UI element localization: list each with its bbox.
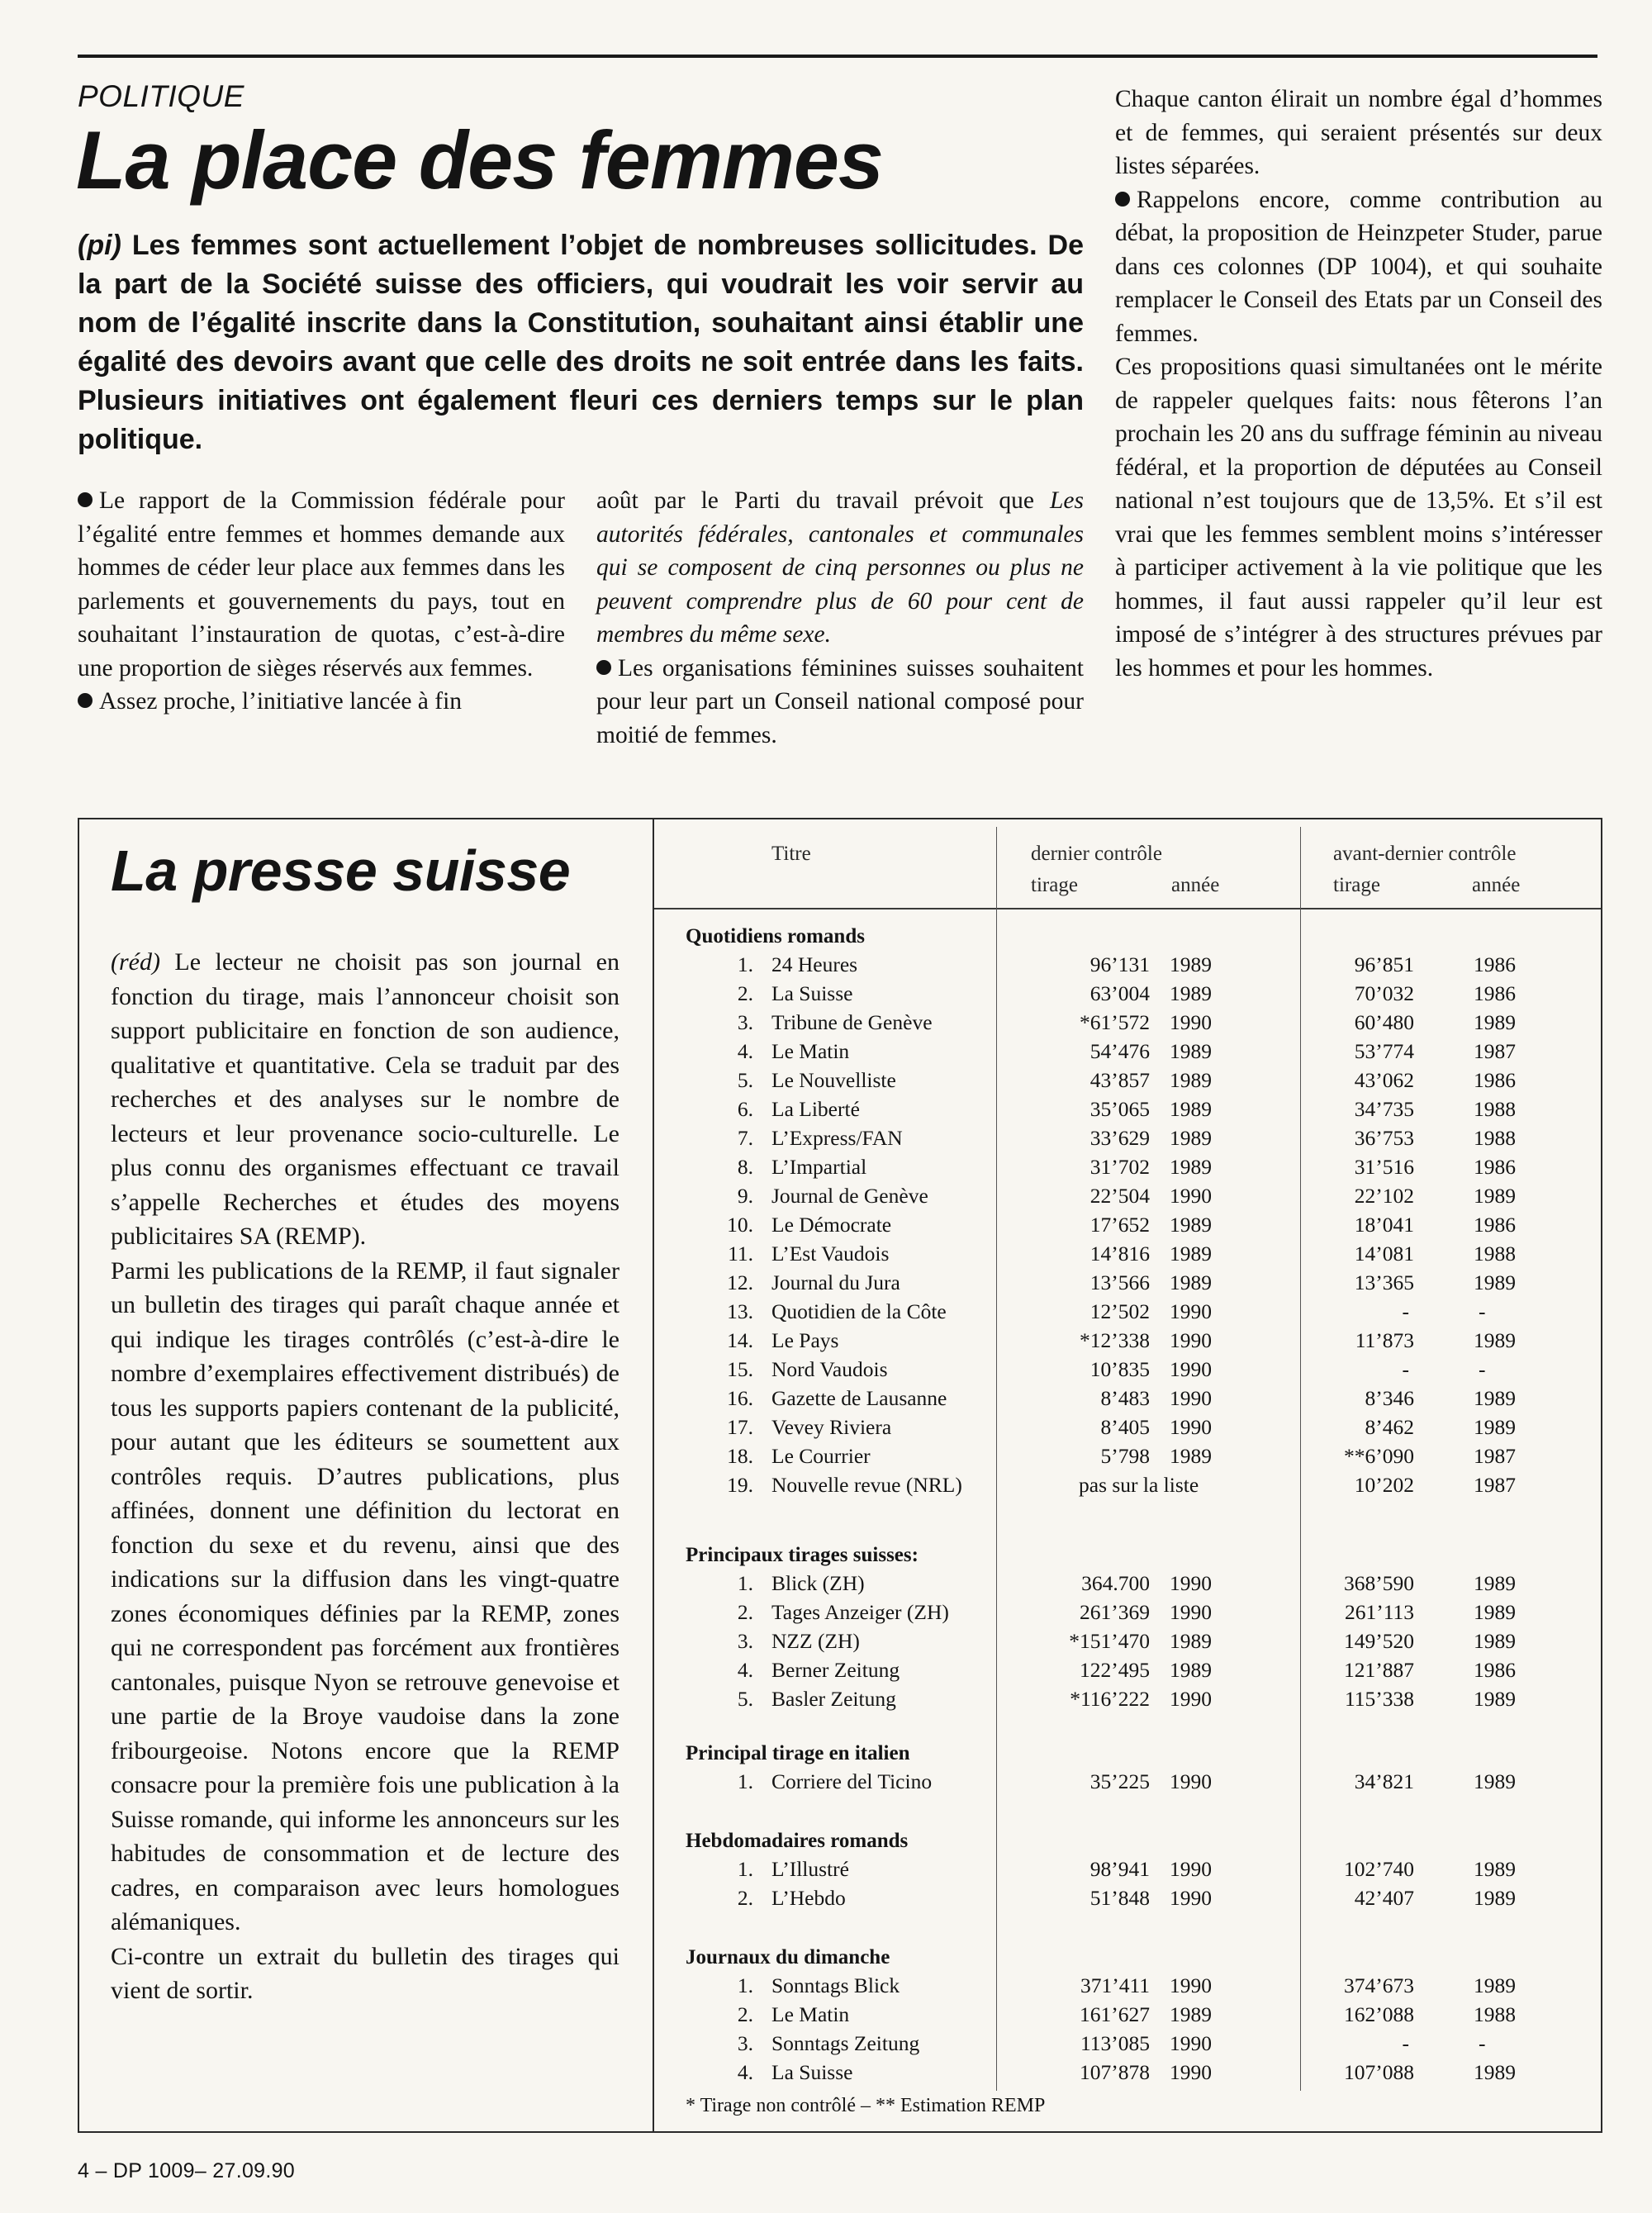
row-number: 16. bbox=[727, 1386, 753, 1410]
article-column-1 bbox=[78, 484, 565, 719]
row-prev-circulation: 43’062 bbox=[1354, 1068, 1414, 1092]
row-last-circulation: 33’629 bbox=[1089, 1126, 1150, 1150]
row-title: L’Impartial bbox=[771, 1155, 867, 1179]
row-prev-circulation: 14’081 bbox=[1354, 1242, 1414, 1266]
row-last-year: 1989 bbox=[1170, 2002, 1212, 2026]
row-title: Vevey Riviera bbox=[771, 1415, 892, 1439]
row-prev-year: - bbox=[1479, 1299, 1486, 1323]
box-tag: (réd) bbox=[111, 948, 160, 976]
row-number: 1. bbox=[737, 1857, 753, 1881]
row-last-circulation: 13’566 bbox=[1089, 1270, 1150, 1294]
row-last-year: 1989 bbox=[1170, 1444, 1212, 1468]
row-last-year: 1990 bbox=[1170, 1184, 1212, 1208]
table-group-heading: Principaux tirages suisses: bbox=[686, 1544, 919, 1566]
header-avant-tirage: tirage bbox=[1333, 874, 1380, 896]
table-row bbox=[654, 1213, 1601, 1242]
row-last-circulation: 63’004 bbox=[1089, 981, 1150, 1005]
row-prev-year: 1989 bbox=[1474, 1769, 1516, 1793]
box-paragraph-3: Ci-contre un extrait du bulletin des tirages qui vient de sortir. bbox=[111, 1942, 620, 2004]
table-group-heading: Quotidiens romands bbox=[686, 925, 865, 947]
row-title: NZZ (ZH) bbox=[771, 1629, 860, 1653]
row-last-circulation: 113’085 bbox=[1080, 2031, 1150, 2055]
row-last-year: 1989 bbox=[1170, 1068, 1212, 1092]
row-number: 3. bbox=[737, 1629, 753, 1653]
row-last-circulation: 161’627 bbox=[1080, 2002, 1150, 2026]
row-prev-circulation: 10’202 bbox=[1354, 1473, 1414, 1497]
row-prev-year: - bbox=[1479, 2031, 1486, 2055]
bullet-icon bbox=[596, 660, 611, 675]
row-last-year: 1990 bbox=[1170, 1386, 1212, 1410]
row-last-circulation: 10’835 bbox=[1089, 1357, 1150, 1381]
row-prev-circulation: - bbox=[1402, 1299, 1409, 1323]
header-dernier-annee: année bbox=[1171, 874, 1220, 896]
col2-quote: Les autorités fédérales, cantonales et communales qui se composent de cinq personnes ou plus ne peuvent comprendre plus de 60 pour cent de membres du même sexe. bbox=[596, 487, 1084, 648]
row-title: L’Hebdo bbox=[771, 1886, 846, 1910]
article-title: La place des femmes bbox=[76, 114, 883, 206]
row-title: Journal de Genève bbox=[771, 1184, 928, 1208]
table-row bbox=[654, 1357, 1601, 1386]
table-row bbox=[654, 1386, 1601, 1415]
bullet-icon bbox=[78, 492, 93, 507]
row-last-circulation: *12’338 bbox=[1080, 1328, 1150, 1352]
row-prev-circulation: - bbox=[1402, 2031, 1409, 2055]
table-row bbox=[654, 1769, 1601, 1798]
box-text bbox=[111, 945, 620, 2008]
row-prev-year: 1989 bbox=[1474, 1386, 1516, 1410]
col1-paragraph-2: Assez proche, l’initiative lancée à fin bbox=[99, 688, 463, 715]
row-prev-circulation: 13’365 bbox=[1354, 1270, 1414, 1294]
row-prev-circulation: **6’090 bbox=[1344, 1444, 1414, 1468]
article-column-3 bbox=[1115, 83, 1602, 685]
row-last-year: 1990 bbox=[1170, 1687, 1212, 1711]
row-prev-year: 1986 bbox=[1474, 981, 1516, 1005]
table-group-heading: Principal tirage en italien bbox=[686, 1742, 910, 1764]
row-last-circulation: 98’941 bbox=[1089, 1857, 1150, 1881]
header-dernier-tirage: tirage bbox=[1031, 874, 1078, 896]
table-row bbox=[654, 1687, 1601, 1716]
row-title: Sonntags Zeitung bbox=[771, 2031, 920, 2055]
col3-paragraph-3: Ces propositions quasi simultanées ont le mérite de rappeler quelques faits: nous fêterons l’an prochain les 20 ans du suffrage féminin au niveau fédéral, et la proportion de députées au Conseil national n’est toujours que de 13,5%. Et s’il est vrai que les femmes semblent moins s’intéresser à participer activement à la vie politique que les hommes, il faut aussi rappeler qu’il leur est imposé de s’intégrer à des structures prévues par les hommes et pour les hommes. bbox=[1115, 354, 1602, 681]
row-prev-circulation: 8’346 bbox=[1365, 1386, 1414, 1410]
row-prev-circulation: 121’887 bbox=[1344, 1658, 1414, 1682]
table-row bbox=[654, 1299, 1601, 1328]
row-prev-circulation: 36’753 bbox=[1354, 1126, 1414, 1150]
table-row bbox=[654, 1126, 1601, 1155]
row-number: 2. bbox=[737, 1886, 753, 1910]
table-row bbox=[654, 1242, 1601, 1270]
row-title: Le Démocrate bbox=[771, 1213, 892, 1237]
table-row bbox=[654, 1328, 1601, 1357]
row-last-circulation: pas sur la liste bbox=[1079, 1473, 1199, 1497]
row-prev-year: 1989 bbox=[1474, 1886, 1516, 1910]
row-last-circulation: 54’476 bbox=[1089, 1039, 1150, 1063]
row-number: 7. bbox=[737, 1126, 753, 1150]
row-title: La Suisse bbox=[771, 981, 853, 1005]
row-prev-circulation: 115’338 bbox=[1344, 1687, 1414, 1711]
table-group-heading: Hebdomadaires romands bbox=[686, 1830, 909, 1852]
row-last-circulation: 364.700 bbox=[1081, 1571, 1150, 1595]
row-title: Quotidien de la Côte bbox=[771, 1299, 947, 1323]
row-prev-year: 1988 bbox=[1474, 1097, 1516, 1121]
row-number: 2. bbox=[737, 981, 753, 1005]
table-row bbox=[654, 1571, 1601, 1600]
row-last-year: 1989 bbox=[1170, 1213, 1212, 1237]
row-title: La Suisse bbox=[771, 2060, 853, 2084]
row-number: 2. bbox=[737, 2002, 753, 2026]
row-last-circulation: 43’857 bbox=[1089, 1068, 1150, 1092]
row-number: 15. bbox=[727, 1357, 753, 1381]
table-header-rule bbox=[654, 908, 1601, 909]
row-prev-circulation: 261’113 bbox=[1344, 1600, 1414, 1624]
row-last-year: 1989 bbox=[1170, 1242, 1212, 1266]
row-title: Journal du Jura bbox=[771, 1270, 900, 1294]
row-prev-year: - bbox=[1479, 1357, 1486, 1381]
row-title: Gazette de Lausanne bbox=[771, 1386, 947, 1410]
header-titre: Titre bbox=[771, 843, 811, 865]
row-last-year: 1990 bbox=[1170, 1857, 1212, 1881]
row-prev-year: 1989 bbox=[1474, 1328, 1516, 1352]
row-number: 5. bbox=[737, 1687, 753, 1711]
row-prev-year: 1986 bbox=[1474, 952, 1516, 976]
table-row bbox=[654, 1973, 1601, 2002]
row-number: 17. bbox=[727, 1415, 753, 1439]
row-number: 1. bbox=[737, 1769, 753, 1793]
row-prev-year: 1986 bbox=[1474, 1155, 1516, 1179]
row-prev-year: 1989 bbox=[1474, 1600, 1516, 1624]
row-prev-circulation: 22’102 bbox=[1354, 1184, 1414, 1208]
table-row bbox=[654, 1270, 1601, 1299]
row-last-circulation: *151’470 bbox=[1069, 1629, 1150, 1653]
row-last-circulation: 31’702 bbox=[1089, 1155, 1150, 1179]
header-avant-annee: année bbox=[1472, 874, 1521, 896]
row-number: 19. bbox=[727, 1473, 753, 1497]
row-prev-year: 1988 bbox=[1474, 2002, 1516, 2026]
row-prev-circulation: 8’462 bbox=[1365, 1415, 1414, 1439]
table-row bbox=[654, 2060, 1601, 2089]
row-prev-circulation: 162’088 bbox=[1344, 2002, 1414, 2026]
row-last-year: 1990 bbox=[1170, 1010, 1212, 1034]
box-title: La presse suisse bbox=[111, 838, 571, 903]
header-avant: avant-dernier contrôle bbox=[1333, 843, 1517, 865]
row-last-year: 1990 bbox=[1170, 1600, 1212, 1624]
table-row bbox=[654, 1010, 1601, 1039]
row-last-year: 1990 bbox=[1170, 1769, 1212, 1793]
table-row bbox=[654, 1600, 1601, 1629]
row-last-year: 1989 bbox=[1170, 1270, 1212, 1294]
row-prev-circulation: 42’407 bbox=[1354, 1886, 1414, 1910]
row-title: Nouvelle revue (NRL) bbox=[771, 1473, 962, 1497]
row-number: 9. bbox=[737, 1184, 753, 1208]
row-prev-year: 1986 bbox=[1474, 1658, 1516, 1682]
row-prev-circulation: 107’088 bbox=[1344, 2060, 1414, 2084]
row-last-year: 1989 bbox=[1170, 981, 1212, 1005]
table-row bbox=[654, 1068, 1601, 1097]
row-number: 4. bbox=[737, 2060, 753, 2084]
box-paragraph-2: Parmi les publications de la REMP, il faut signaler un bulletin des tirages qui paraît chaque année et qui indique les tirages contrôlés (c’est-à-dire le nombre d’exemplaires effectivement distribués) de tous les supports papiers contenant de la publicité, pour autant que les éditeurs se soumettent aux contrôles requis. D’autres publications, plus affinées, donnent une définition du lectorat en fonction du sexe et du revenu, ainsi que des indications sur la diffusion dans les vingt-quatre zones économiques définies par la REMP, zones qui ne correspondent pas forcément aux frontières cantonales, puisque Nyon se retrouve genevoise et une partie de la Broye vaudoise dans la zone fribourgeoise. Notons encore que la REMP consacre pour la première fois une publication à la Suisse romande, qui informe les annonceurs sur les habitudes de consommation et de lecture des cadres, en comparaison avec leurs homologues alémaniques. bbox=[111, 1256, 620, 1935]
row-title: Tages Anzeiger (ZH) bbox=[771, 1600, 949, 1624]
row-prev-circulation: 31’516 bbox=[1354, 1155, 1414, 1179]
row-prev-year: 1987 bbox=[1474, 1473, 1516, 1497]
row-title: Blick (ZH) bbox=[771, 1571, 865, 1595]
bullet-icon bbox=[78, 693, 93, 708]
row-title: Basler Zeitung bbox=[771, 1687, 896, 1711]
row-number: 14. bbox=[727, 1328, 753, 1352]
row-prev-year: 1989 bbox=[1474, 2060, 1516, 2084]
col3-paragraph-2: Rappelons encore, comme contribution au débat, la proposition de Heinzpeter Studer, parue dans ces colonnes (DP 1004), et qui souhaite remplacer le Conseil des Etats par un Conseil des femmes. bbox=[1115, 186, 1602, 347]
row-prev-circulation: 368’590 bbox=[1344, 1571, 1414, 1595]
row-prev-year: 1988 bbox=[1474, 1242, 1516, 1266]
lead-tag: (pi) bbox=[78, 230, 121, 261]
row-title: Berner Zeitung bbox=[771, 1658, 900, 1682]
row-last-year: 1989 bbox=[1170, 952, 1212, 976]
box-paragraph-1: Le lecteur ne choisit pas son journal en fonction du tirage, mais l’annonceur choisit son support publicitaire en fonction de son audience, qualitative et quantitative. Cela se traduit par des recherches et des analyses sur le nombre de lecteurs et leur provenance socio-culturelle. Le plus connu des organismes effectuant ce travail s’appelle Recherches et études des moyens publicitaires SA (REMP). bbox=[111, 948, 620, 1250]
row-last-circulation: 17’652 bbox=[1089, 1213, 1150, 1237]
table-row bbox=[654, 981, 1601, 1010]
table-row bbox=[654, 1097, 1601, 1126]
row-prev-circulation: 70’032 bbox=[1354, 981, 1414, 1005]
row-last-year: 1989 bbox=[1170, 1658, 1212, 1682]
row-last-circulation: 14’816 bbox=[1089, 1242, 1150, 1266]
row-number: 13. bbox=[727, 1299, 753, 1323]
col1-paragraph-1: Le rapport de la Commission fédérale pour l’égalité entre femmes et hommes demande aux hommes de céder leur place aux femmes dans les parlements et gouvernements du pays, tout en souhaitant l’instauration de quotas, c’est-à-dire une proportion de sièges réservés aux femmes. bbox=[78, 487, 565, 681]
row-last-year: 1990 bbox=[1170, 2060, 1212, 2084]
col3-paragraph-1: Chaque canton élirait un nombre égal d’hommes et de femmes, qui seraient présentés sur deux listes séparées. bbox=[1115, 86, 1602, 179]
row-last-year: 1990 bbox=[1170, 1299, 1212, 1323]
row-last-circulation: 51’848 bbox=[1089, 1886, 1150, 1910]
row-last-year: 1990 bbox=[1170, 1571, 1212, 1595]
row-last-circulation: 35’225 bbox=[1089, 1769, 1150, 1793]
row-title: Corriere del Ticino bbox=[771, 1769, 933, 1793]
col2-paragraph-2: Les organisations féminines suisses souhaitent pour leur part un Conseil national composé pour moitié de femmes. bbox=[596, 654, 1084, 748]
row-number: 18. bbox=[727, 1444, 753, 1468]
table-footnote: * Tirage non contrôlé – ** Estimation REMP bbox=[686, 2095, 1046, 2116]
row-number: 6. bbox=[737, 1097, 753, 1121]
table-row bbox=[654, 2002, 1601, 2031]
row-last-year: 1990 bbox=[1170, 1973, 1212, 1997]
table-row bbox=[654, 1658, 1601, 1687]
row-last-circulation: 8’405 bbox=[1100, 1415, 1150, 1439]
table-row bbox=[654, 1184, 1601, 1213]
row-number: 10. bbox=[727, 1213, 753, 1237]
row-title: Sonntags Blick bbox=[771, 1973, 900, 1997]
row-prev-year: 1989 bbox=[1474, 1571, 1516, 1595]
row-title: L’Est Vaudois bbox=[771, 1242, 890, 1266]
row-number: 12. bbox=[727, 1270, 753, 1294]
row-title: Le Matin bbox=[771, 1039, 850, 1063]
row-last-year: 1989 bbox=[1170, 1039, 1212, 1063]
top-rule bbox=[78, 55, 1597, 58]
row-prev-circulation: 60’480 bbox=[1354, 1010, 1414, 1034]
row-prev-circulation: 11’873 bbox=[1355, 1328, 1414, 1352]
row-title: La Liberté bbox=[771, 1097, 860, 1121]
row-prev-year: 1986 bbox=[1474, 1068, 1516, 1092]
row-number: 1. bbox=[737, 1571, 753, 1595]
row-last-circulation: 5’798 bbox=[1100, 1444, 1150, 1468]
table-row bbox=[654, 1155, 1601, 1184]
row-title: L’Express/FAN bbox=[771, 1126, 903, 1150]
table-group-heading: Journaux du dimanche bbox=[686, 1946, 890, 1968]
row-number: 3. bbox=[737, 2031, 753, 2055]
article-column-2 bbox=[596, 484, 1084, 752]
row-last-year: 1990 bbox=[1170, 1415, 1212, 1439]
row-prev-year: 1989 bbox=[1474, 1629, 1516, 1653]
row-prev-circulation: 149’520 bbox=[1344, 1629, 1414, 1653]
row-number: 2. bbox=[737, 1600, 753, 1624]
row-number: 1. bbox=[737, 952, 753, 976]
table-row bbox=[654, 1886, 1601, 1915]
row-prev-circulation: 34’735 bbox=[1354, 1097, 1414, 1121]
row-number: 1. bbox=[737, 1973, 753, 1997]
table-row bbox=[654, 1039, 1601, 1068]
row-prev-year: 1989 bbox=[1474, 1270, 1516, 1294]
row-prev-circulation: 53’774 bbox=[1354, 1039, 1414, 1063]
row-prev-circulation: 102’740 bbox=[1344, 1857, 1414, 1881]
row-last-circulation: 12’502 bbox=[1089, 1299, 1150, 1323]
bullet-icon bbox=[1115, 192, 1130, 207]
row-prev-circulation: - bbox=[1402, 1357, 1409, 1381]
row-prev-circulation: 374’673 bbox=[1344, 1973, 1414, 1997]
section-label: POLITIQUE bbox=[78, 79, 244, 113]
row-last-year: 1990 bbox=[1170, 1886, 1212, 1910]
row-prev-year: 1989 bbox=[1474, 1973, 1516, 1997]
table-row bbox=[654, 1444, 1601, 1473]
row-number: 11. bbox=[728, 1242, 753, 1266]
row-last-circulation: 8’483 bbox=[1100, 1386, 1150, 1410]
row-last-year: 1990 bbox=[1170, 1328, 1212, 1352]
row-last-year: 1989 bbox=[1170, 1126, 1212, 1150]
row-prev-year: 1989 bbox=[1474, 1184, 1516, 1208]
row-last-circulation: *116’222 bbox=[1070, 1687, 1150, 1711]
row-last-year: 1989 bbox=[1170, 1155, 1212, 1179]
row-prev-circulation: 34’821 bbox=[1354, 1769, 1414, 1793]
row-title: Le Nouvelliste bbox=[771, 1068, 896, 1092]
row-prev-year: 1989 bbox=[1474, 1687, 1516, 1711]
row-last-year: 1989 bbox=[1170, 1629, 1212, 1653]
row-last-circulation: *61’572 bbox=[1080, 1010, 1150, 1034]
row-number: 4. bbox=[737, 1658, 753, 1682]
row-title: Le Matin bbox=[771, 2002, 850, 2026]
row-last-circulation: 96’131 bbox=[1089, 952, 1150, 976]
row-last-year: 1989 bbox=[1170, 1097, 1212, 1121]
row-prev-year: 1989 bbox=[1474, 1010, 1516, 1034]
table-row bbox=[654, 952, 1601, 981]
row-title: Le Courrier bbox=[771, 1444, 871, 1468]
row-number: 3. bbox=[737, 1010, 753, 1034]
row-title: Le Pays bbox=[771, 1328, 839, 1352]
table-row bbox=[654, 2031, 1601, 2060]
article-lead bbox=[78, 226, 1084, 459]
row-prev-year: 1987 bbox=[1474, 1444, 1516, 1468]
row-last-circulation: 22’504 bbox=[1089, 1184, 1150, 1208]
row-prev-circulation: 96’851 bbox=[1354, 952, 1414, 976]
row-last-circulation: 371’411 bbox=[1080, 1973, 1150, 1997]
table-row bbox=[654, 1415, 1601, 1444]
row-last-circulation: 107’878 bbox=[1080, 2060, 1150, 2084]
row-prev-year: 1986 bbox=[1474, 1213, 1516, 1237]
row-title: 24 Heures bbox=[771, 952, 858, 976]
table-row bbox=[654, 1473, 1601, 1502]
row-number: 5. bbox=[737, 1068, 753, 1092]
page-footer: 4 – DP 1009– 27.09.90 bbox=[78, 2159, 296, 2182]
row-title: Nord Vaudois bbox=[771, 1357, 888, 1381]
row-prev-year: 1989 bbox=[1474, 1857, 1516, 1881]
row-last-circulation: 261’369 bbox=[1080, 1600, 1150, 1624]
table-row bbox=[654, 1857, 1601, 1886]
row-prev-year: 1987 bbox=[1474, 1039, 1516, 1063]
col2-paragraph-1a: août par le Parti du travail prévoit que bbox=[596, 487, 1051, 514]
row-prev-year: 1988 bbox=[1474, 1126, 1516, 1150]
row-title: L’Illustré bbox=[771, 1857, 849, 1881]
row-last-year: 1990 bbox=[1170, 1357, 1212, 1381]
row-prev-year: 1989 bbox=[1474, 1415, 1516, 1439]
row-title: Tribune de Genève bbox=[771, 1010, 933, 1034]
row-last-year: 1990 bbox=[1170, 2031, 1212, 2055]
table-row bbox=[654, 1629, 1601, 1658]
row-last-circulation: 122’495 bbox=[1080, 1658, 1150, 1682]
lead-text: Les femmes sont actuellement l’objet de nombreuses sollicitudes. De la part de la Société suisse des officiers, qui voudrait les voir servir au nom de l’égalité inscrite dans la Constitution, souhaitant ainsi établir une égalité des devoirs avant que celle des droits ne soit entrée dans les faits. Plusieurs initiatives ont également fleuri ces derniers temps sur le plan politique. bbox=[78, 230, 1084, 455]
row-number: 8. bbox=[737, 1155, 753, 1179]
row-prev-circulation: 18’041 bbox=[1354, 1213, 1414, 1237]
row-number: 4. bbox=[737, 1039, 753, 1063]
header-dernier: dernier contrôle bbox=[1031, 843, 1162, 865]
row-last-circulation: 35’065 bbox=[1089, 1097, 1150, 1121]
